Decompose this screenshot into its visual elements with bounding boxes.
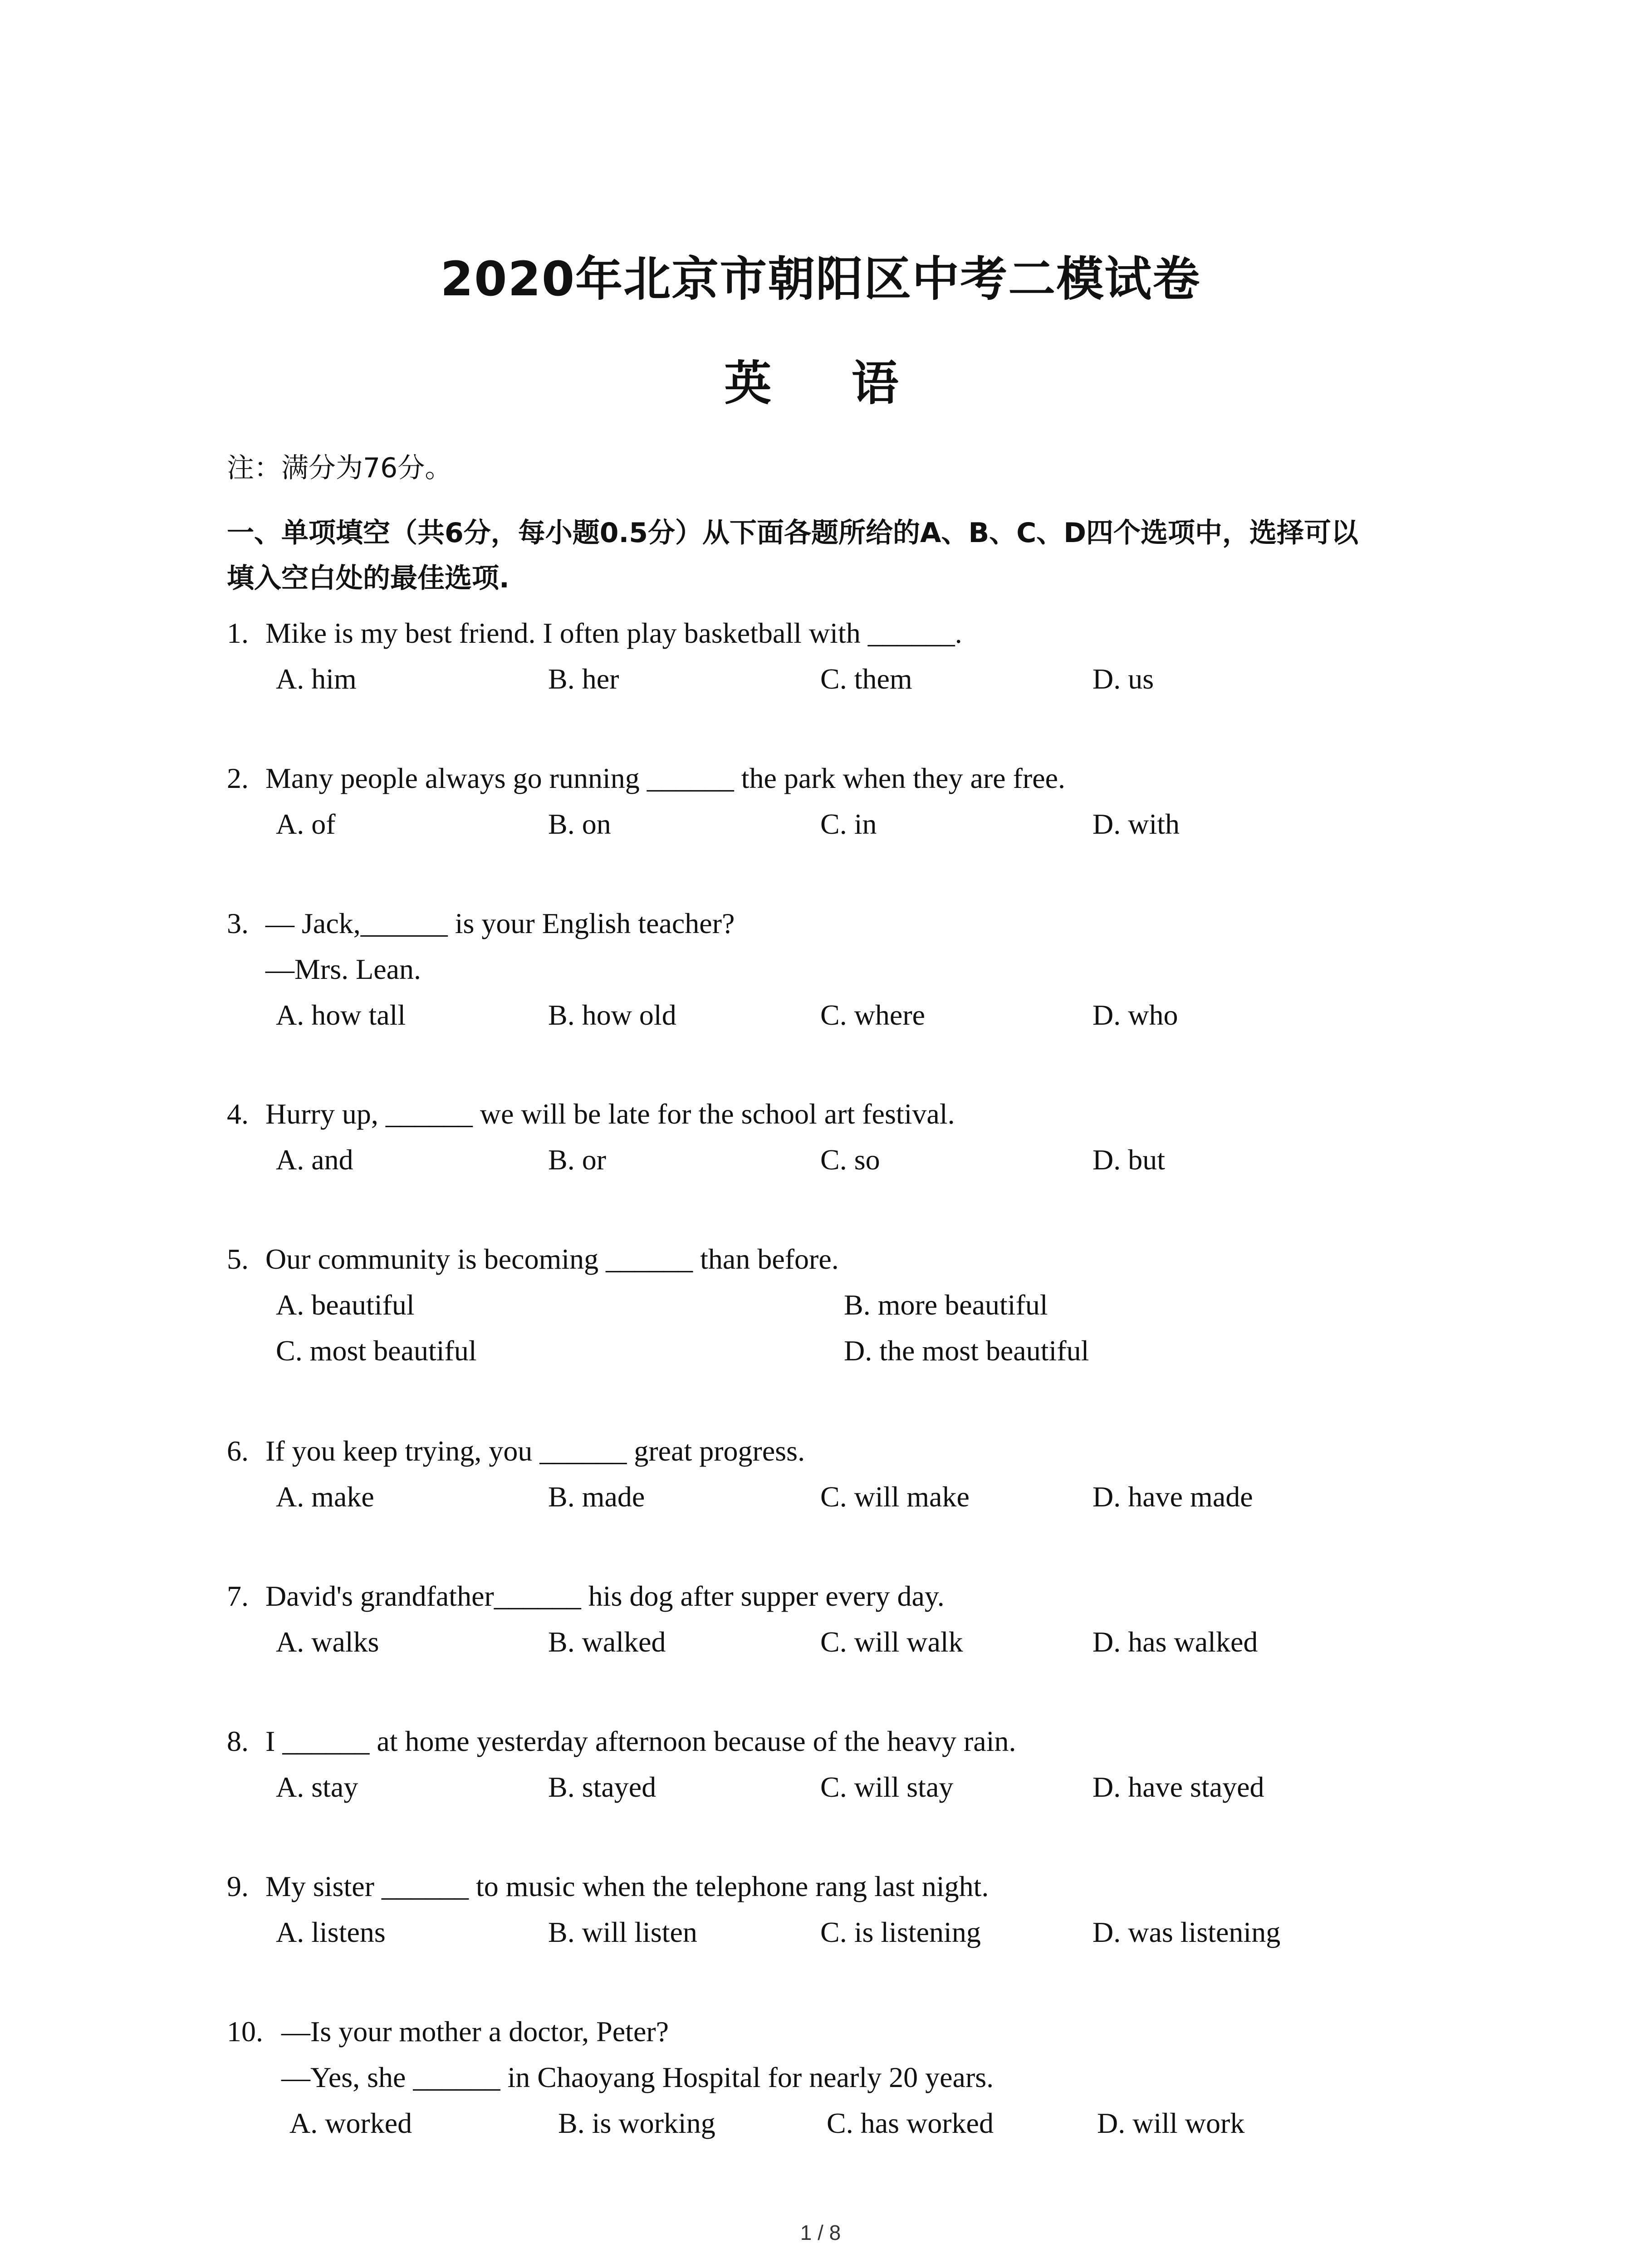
option-d: D. us (1092, 663, 1154, 695)
question-2 (227, 755, 1543, 847)
question-number: 7. (227, 1580, 249, 1612)
question-stem: My sister ______ to music when the telephone rang last night. (265, 1870, 989, 1902)
option-b: B. is working (558, 2107, 715, 2139)
option-a: A. of (276, 808, 336, 840)
option-c: C. will walk (820, 1626, 963, 1658)
option-d: D. but (1092, 1144, 1165, 1176)
option-a: A. him (276, 663, 357, 695)
option-a: A. walks (276, 1626, 379, 1658)
option-c: C. so (820, 1144, 880, 1176)
question-number: 8. (227, 1725, 249, 1757)
question-6 (227, 1428, 1543, 1520)
option-c: C. in (820, 808, 877, 840)
question-stem-reply: —Mrs. Lean. (265, 953, 421, 985)
question-stem: If you keep trying, you ______ great progress. (265, 1435, 805, 1467)
option-b: B. or (548, 1144, 606, 1176)
question-number: 9. (227, 1870, 249, 1902)
question-number: 5. (227, 1243, 249, 1275)
option-a: A. stay (276, 1771, 358, 1803)
option-a: A. make (276, 1481, 374, 1513)
section-heading-line-2: 填入空白处的最佳选项. (227, 562, 509, 594)
question-stem-reply: —Yes, she ______ in Chaoyang Hospital for nearly 20 years. (281, 2061, 994, 2093)
option-b: B. stayed (548, 1771, 656, 1803)
question-stem: —Is your mother a doctor, Peter? (281, 2015, 669, 2048)
option-c: C. where (820, 999, 926, 1031)
option-b: B. made (548, 1481, 645, 1513)
option-d: D. was listening (1092, 1916, 1281, 1948)
question-10 (227, 2009, 1543, 2146)
option-d: D. have made (1092, 1481, 1253, 1513)
option-b: B. on (548, 808, 611, 840)
section-heading (227, 510, 1470, 601)
question-3 (227, 900, 1543, 1038)
option-a: A. beautiful (276, 1289, 415, 1321)
question-9 (227, 1863, 1543, 1955)
option-c: C. is listening (820, 1916, 981, 1948)
question-stem: Our community is becoming ______ than before. (265, 1243, 839, 1275)
subject-title: 英 语 (724, 356, 917, 411)
question-number: 3. (227, 907, 249, 939)
option-d: D. has walked (1092, 1626, 1258, 1658)
page-indicator: 1 / 8 (800, 2221, 841, 2244)
question-stem: Mike is my best friend. I often play basketball with ______. (265, 617, 962, 649)
option-c: C. will make (820, 1481, 970, 1513)
section-heading-line-1: 一、单项填空（共6分，每小题0.5分）从下面各题所给的A、B、C、D四个选项中，选择可以 (227, 517, 1359, 549)
question-4 (227, 1091, 1543, 1183)
question-7 (227, 1573, 1543, 1665)
option-c: C. them (820, 663, 912, 695)
option-d: D. with (1092, 808, 1180, 840)
option-a: A. and (276, 1144, 353, 1176)
option-d: D. who (1092, 999, 1178, 1031)
exam-title: 2020年北京市朝阳区中考二模试卷 (440, 251, 1201, 307)
option-c: C. has worked (827, 2107, 994, 2139)
option-b: B. more beautiful (844, 1289, 1048, 1321)
option-b: B. walked (548, 1626, 666, 1658)
option-a: A. listens (276, 1916, 386, 1948)
question-stem: David's grandfather______ his dog after supper every day. (265, 1580, 945, 1612)
score-note: 注：满分为76分。 (227, 452, 452, 484)
option-a: A. how tall (276, 999, 406, 1031)
question-8 (227, 1718, 1543, 1810)
option-c: C. most beautiful (276, 1334, 477, 1367)
question-stem: Hurry up, ______ we will be late for the school art festival. (265, 1098, 955, 1130)
question-number: 6. (227, 1435, 249, 1467)
option-b: B. her (548, 663, 619, 695)
question-stem: Many people always go running ______ the park when they are free. (265, 762, 1065, 794)
option-b: B. will listen (548, 1916, 697, 1948)
question-number: 2. (227, 762, 249, 794)
question-stem: I ______ at home yesterday afternoon because of the heavy rain. (265, 1725, 1016, 1757)
option-d: D. the most beautiful (844, 1334, 1089, 1367)
option-d: D. have stayed (1092, 1771, 1264, 1803)
question-number: 1. (227, 617, 249, 649)
question-number: 4. (227, 1098, 249, 1130)
option-d: D. will work (1097, 2107, 1245, 2139)
question-1 (227, 610, 1543, 702)
question-5 (227, 1236, 1543, 1374)
option-b: B. how old (548, 999, 676, 1031)
option-a: A. worked (289, 2107, 412, 2139)
option-c: C. will stay (820, 1771, 954, 1803)
question-stem: — Jack,______ is your English teacher? (265, 907, 735, 939)
question-number: 10. (227, 2015, 263, 2048)
